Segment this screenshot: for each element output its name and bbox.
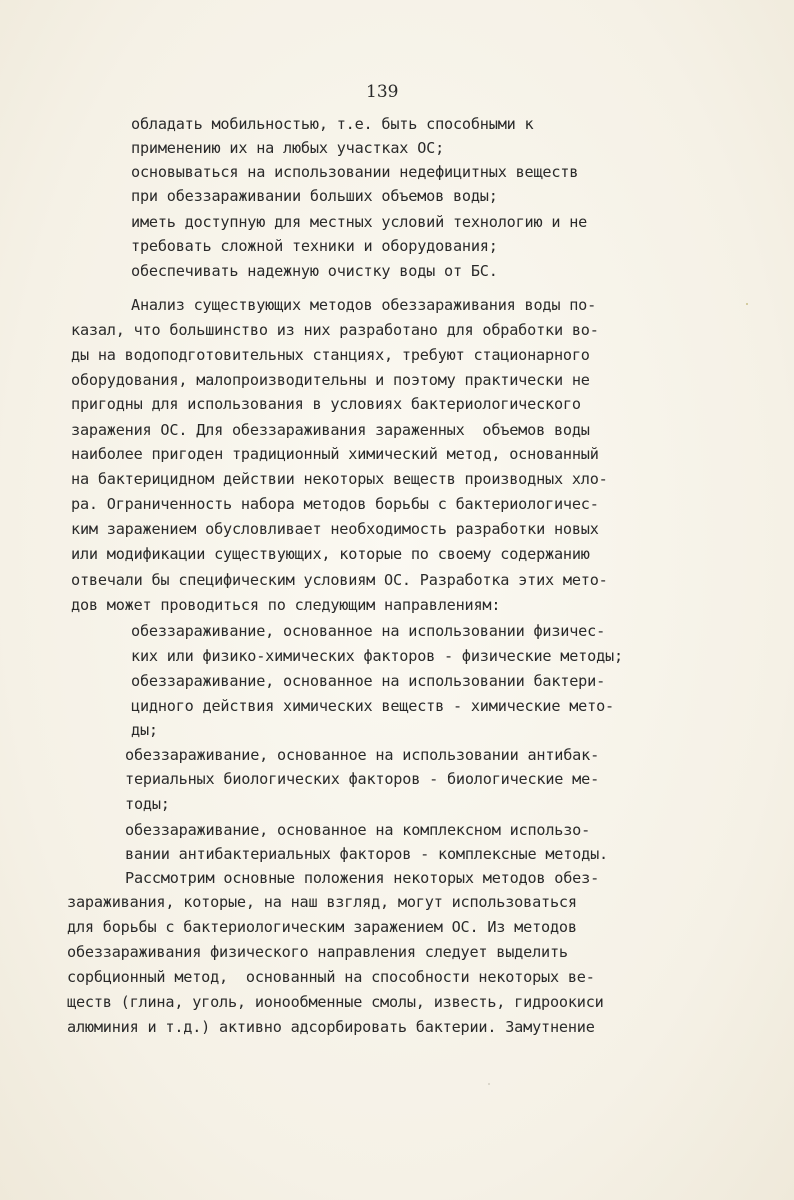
text-line: ды; bbox=[131, 721, 158, 739]
text-line: Анализ существующих методов обеззараживания воды по- bbox=[131, 296, 597, 314]
text-line: тоды; bbox=[125, 795, 170, 813]
text-line: обеззараживание, основанное на комплексном использо- bbox=[125, 821, 591, 839]
text-line: обеззараживания физического направления следует выделить bbox=[67, 943, 568, 961]
text-line: обеспечивать надежную очистку воды от БС. bbox=[131, 262, 498, 280]
text-line: обеззараживание, основанное на использовании бактери- bbox=[131, 672, 606, 690]
text-line: применению их на любых участках ОС; bbox=[131, 139, 445, 157]
text-line: сорбционный метод, основанный на способности некоторых ве- bbox=[67, 968, 595, 986]
text-line: ких или физико-химических факторов - физические методы; bbox=[131, 647, 623, 665]
text-line: оборудования, малопроизводительны и поэтому практически не bbox=[71, 371, 590, 389]
paper-speck bbox=[746, 303, 748, 305]
text-line: Рассмотрим основные положения некоторых методов обез- bbox=[125, 869, 600, 887]
text-line: ды на водоподготовительных станциях, требуют стационарного bbox=[71, 346, 590, 364]
text-line: при обеззараживании больших объемов воды; bbox=[131, 187, 498, 205]
text-line: дов может проводиться по следующим направлениям: bbox=[71, 596, 501, 614]
text-line: или модификации существующих, которые по своему содержанию bbox=[71, 545, 590, 563]
text-line: обладать мобильностью, т.е. быть способными к bbox=[131, 115, 534, 133]
text-line: цидного действия химических веществ - химические мето- bbox=[131, 697, 614, 715]
text-line: заражения ОС. Для обеззараживания зараженных объемов воды bbox=[71, 421, 590, 439]
text-line: для борьбы с бактериологическим заражением ОС. Из методов bbox=[67, 918, 577, 936]
text-line: обеззараживание, основанное на использовании физичес- bbox=[131, 622, 606, 640]
text-line: на бактерицидном действии некоторых веществ производных хло- bbox=[71, 470, 608, 488]
text-line: обеззараживание, основанное на использовании антибак- bbox=[125, 746, 600, 764]
text-line: основываться на использовании недефицитных веществ bbox=[131, 163, 579, 181]
text-line: ра. Ограниченность набора методов борьбы с бактериологичес- bbox=[71, 495, 599, 513]
text-line: наиболее пригоден традиционный химический метод, основанный bbox=[71, 445, 599, 463]
text-line: териальных биологических факторов - биологические ме- bbox=[125, 770, 600, 788]
text-line: ким заражением обусловливает необходимость разработки новых bbox=[71, 520, 599, 538]
text-line: алюминия и т.д.) активно адсорбировать бактерии. Замутнение bbox=[67, 1018, 595, 1036]
text-line: иметь доступную для местных условий технологию и не bbox=[131, 213, 588, 231]
text-line: ществ (глина, уголь, ионообменные смолы, известь, гидроокиси bbox=[67, 993, 604, 1011]
text-line: требовать сложной техники и оборудования; bbox=[131, 237, 498, 255]
text-line: зараживания, которые, на наш взгляд, могут использоваться bbox=[67, 893, 577, 911]
text-line: вании антибактериальных факторов - комплексные методы. bbox=[125, 845, 608, 863]
text-line: казал, что большинство из них разработано для обработки во- bbox=[71, 321, 599, 339]
text-line: пригодны для использования в условиях бактериологического bbox=[71, 395, 581, 413]
page-number: 139 bbox=[366, 82, 399, 102]
paper-speck bbox=[488, 1083, 490, 1085]
text-line: отвечали бы специфическим условиям ОС. Разработка этих мето- bbox=[71, 571, 608, 589]
